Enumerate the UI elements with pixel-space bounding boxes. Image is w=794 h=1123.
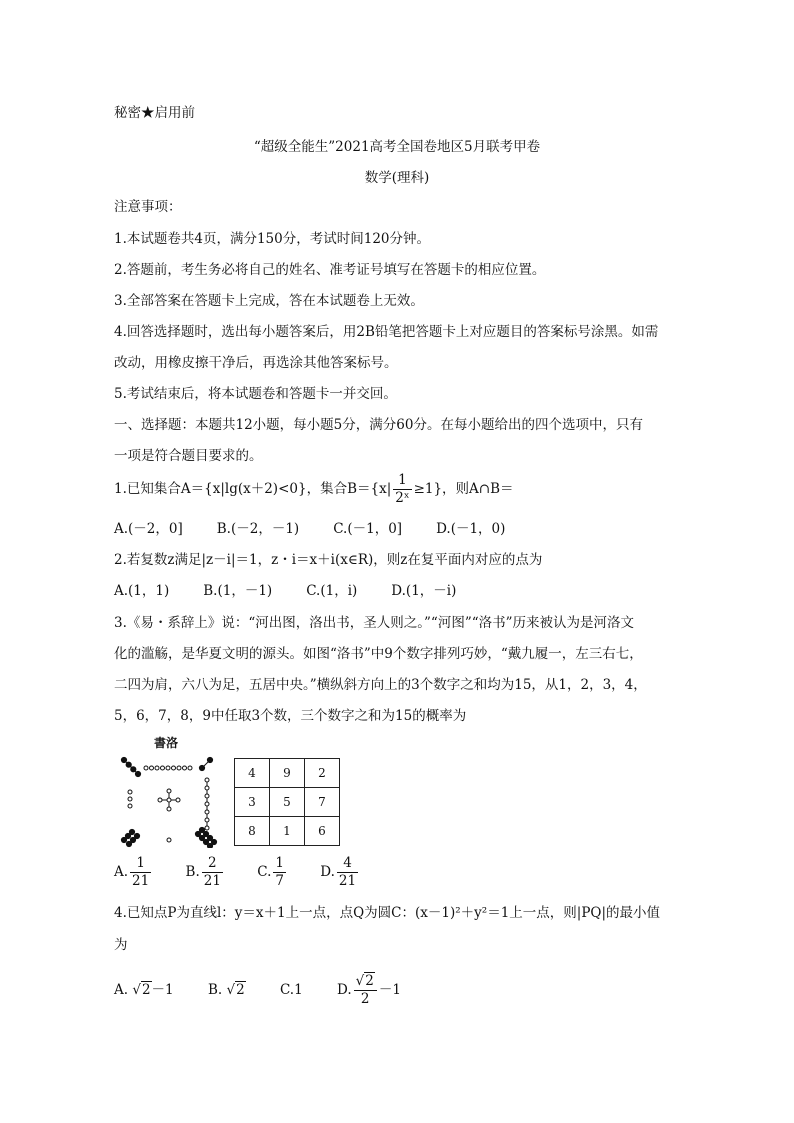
q3-option-fraction	[202, 855, 223, 890]
q4-option-tail: －1	[378, 982, 401, 998]
q4-option-c: C.1	[279, 982, 303, 998]
luoshu-figure-title: 書洛	[154, 736, 179, 750]
q1-stem-part-b: ≥1}，则A∩B＝	[413, 481, 514, 497]
q4-option-label: D.	[336, 982, 352, 998]
q1-option-d: D.(－1，0)	[436, 521, 506, 537]
q4-option-label: B.	[207, 982, 223, 998]
q4-option-fraction	[354, 973, 377, 1008]
q4-option-a	[114, 968, 174, 1012]
radicand: 2	[365, 973, 374, 989]
sqrt-expression: √2	[226, 982, 245, 998]
question-2-stem: 2.若复数z满足|z－i|＝1，z・i＝x＋i(x∈R)，则z在复平面内对应的点为	[114, 552, 543, 568]
q1-frac-den: 2ˣ	[395, 490, 410, 506]
question-3-options	[114, 852, 360, 892]
frac-num: 4	[337, 855, 358, 873]
q3-option-label: D.	[320, 864, 335, 880]
question-3-line: 3.《易・系辞上》说：“河出图，洛出书，圣人则之。”“河图”“洛书”历来被认为是河洛文	[114, 615, 635, 631]
q1-option-b: B.(－2，－1)	[216, 521, 300, 537]
q3-option-a	[114, 852, 153, 892]
q4-option-b	[208, 968, 246, 1012]
q3-option-fraction	[273, 855, 286, 890]
q1-frac-num: 1	[393, 472, 411, 490]
question-4-options	[114, 968, 401, 1012]
section-heading: 一、选择题：本题共12小题，每小题5分，满分60分。在每小题给出的四个选项中，只有	[114, 417, 643, 433]
q3-option-label: B.	[185, 864, 200, 880]
grid-row	[235, 817, 340, 846]
frac-num: 1	[275, 855, 284, 871]
notice-item: 4.回答选择题时，选出每小题答案后，用2B铅笔把答题卡上对应题目的答案标号涂黑。如需	[114, 324, 659, 340]
question-2-options	[114, 582, 490, 600]
q1-stem-part-a: 1.已知集合A＝{x|lg(x＋2)<0}，集合B＝{x|	[114, 481, 392, 497]
radicand: 2	[236, 982, 245, 998]
grid-cell: 4	[235, 759, 270, 788]
q4-option-d	[337, 968, 401, 1012]
frac-den: 21	[338, 873, 357, 889]
question-3-line: 二四为肩，六八为足，五居中央。”横纵斜方向上的3个数字之和均为15，从1，2，3，4，	[114, 677, 647, 693]
question-3-line: 5，6，7，8，9中任取3个数，三个数字之和为15的概率为	[114, 708, 467, 724]
frac-den: 21	[132, 873, 150, 889]
question-4-stem: 4.已知点P为直线l：y＝x＋1上一点，点Q为圆C：(x－1)²＋y²＝1上一点，则|PQ|的最小值	[114, 905, 661, 921]
q3-option-label: A.	[114, 864, 129, 880]
grid-cell: 9	[270, 759, 305, 788]
q1-option-a: A.(－2，0]	[114, 521, 183, 537]
grid-cell: 3	[235, 788, 270, 817]
frac-den: 21	[203, 873, 221, 889]
question-3-line: 化的滥觞，是华夏文明的源头。如图“洛书”中9个数字排列巧妙，“戴九履一，左三右七，	[114, 646, 643, 662]
grid-cell: 6	[305, 817, 340, 846]
notice-heading: 注意事项：	[114, 199, 182, 215]
notice-item: 改动，用橡皮擦干净后，再选涂其他答案标号。	[114, 355, 398, 371]
q3-option-b	[186, 852, 225, 892]
exam-subject: 数学(理科)	[364, 170, 430, 186]
grid-cell: 2	[305, 759, 340, 788]
secret-mark: 秘密★启用前	[114, 105, 195, 121]
q2-option-d: D.(1，－i)	[391, 583, 457, 599]
grid-cell: 5	[270, 788, 305, 817]
frac-den: 2	[360, 991, 370, 1007]
notice-item: 2.答题前，考生务必将自己的姓名、准考证号填写在答题卡的相应位置。	[114, 262, 546, 278]
frac-den: 7	[275, 873, 284, 889]
q3-option-d	[320, 852, 360, 892]
section-heading-cont: 一项是符合题目要求的。	[114, 448, 263, 464]
luoshu-dot-diagram	[118, 736, 224, 848]
q4-option-label: A.	[114, 982, 129, 998]
q2-option-b: B.(1，－1)	[203, 583, 273, 599]
q3-option-fraction	[337, 855, 358, 890]
question-1-stem	[114, 472, 514, 507]
q1-fraction	[393, 472, 411, 507]
radicand: 2	[141, 982, 151, 998]
grid-cell: 8	[235, 817, 270, 846]
q2-option-a: A.(1，1)	[114, 583, 170, 599]
sqrt-expression: √2	[132, 982, 151, 998]
q3-option-c	[257, 852, 288, 892]
notice-item: 1.本试题卷共4页，满分150分，考试时间120分钟。	[114, 231, 431, 247]
frac-num	[354, 973, 377, 991]
frac-num: 1	[130, 855, 151, 873]
q3-option-fraction	[130, 855, 151, 890]
question-4-stem-cont: 为	[114, 937, 128, 953]
grid-row	[235, 788, 340, 817]
frac-num: 2	[202, 855, 223, 873]
q1-option-c: C.(－1，0]	[333, 521, 403, 537]
sqrt-expression: √2	[355, 973, 374, 989]
exam-title: “超级全能生”2021高考全国卷地区5月联考甲卷	[253, 139, 541, 155]
q3-option-label: C.	[257, 864, 272, 880]
grid-row	[235, 759, 340, 788]
notice-item: 3.全部答案在答题卡上完成，答在本试题卷上无效。	[114, 293, 424, 309]
magic-square-grid	[234, 758, 340, 846]
notice-item: 5.考试结束后，将本试题卷和答题卡一并交回。	[114, 386, 397, 402]
question-1-options	[114, 520, 539, 538]
q4-option-tail: －1	[151, 982, 174, 998]
grid-cell: 7	[305, 788, 340, 817]
grid-cell: 1	[270, 817, 305, 846]
q2-option-c: C.(1，i)	[306, 583, 358, 599]
